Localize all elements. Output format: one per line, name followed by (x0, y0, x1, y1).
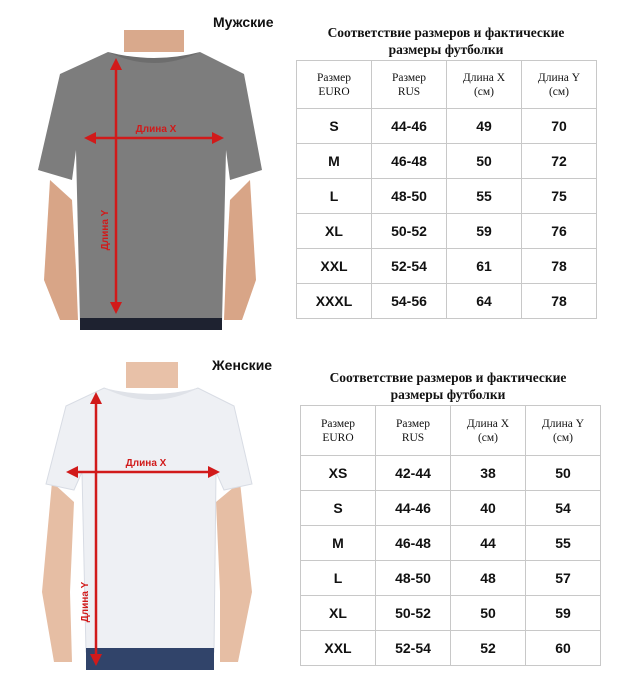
table-row (301, 491, 601, 526)
size-euro: XS (301, 456, 376, 491)
length-y: 72 (522, 144, 597, 179)
table-row (301, 561, 601, 596)
length-y: 55 (526, 526, 601, 561)
men-label-x: Длина X (135, 124, 177, 135)
women-size-table (300, 405, 601, 666)
table-row (297, 249, 597, 284)
table-row (297, 284, 597, 319)
size-rus: 52-54 (376, 631, 451, 666)
women-header-rus: Размер RUS (376, 406, 451, 456)
length-y: 50 (526, 456, 601, 491)
size-rus: 52-54 (372, 249, 447, 284)
size-rus: 48-50 (372, 179, 447, 214)
length-y: 57 (526, 561, 601, 596)
men-header-length-y: Длина Y (см) (522, 61, 597, 109)
size-euro: L (301, 561, 376, 596)
length-x: 61 (447, 249, 522, 284)
women-label-x: Длина X (125, 458, 167, 469)
women-title-line2: размеры футболки (390, 387, 506, 402)
size-rus: 42-44 (376, 456, 451, 491)
length-x: 40 (451, 491, 526, 526)
size-euro: XXXL (297, 284, 372, 319)
men-size-table (296, 60, 597, 319)
table-row (297, 214, 597, 249)
table-row (301, 596, 601, 631)
length-y: 54 (526, 491, 601, 526)
men-title-line2: размеры футболки (388, 42, 504, 57)
size-rus: 46-48 (376, 526, 451, 561)
women-section-label: Женские (212, 357, 273, 373)
table-row (301, 631, 601, 666)
men-header-rus: Размер RUS (372, 61, 447, 109)
men-header-euro: Размер EURO (297, 61, 372, 109)
size-rus: 44-46 (376, 491, 451, 526)
size-rus: 54-56 (372, 284, 447, 319)
women-tshirt-illustration (30, 362, 270, 670)
men-header-length-x: Длина X (см) (447, 61, 522, 109)
length-y: 76 (522, 214, 597, 249)
women-title-line1: Соответствие размеров и фактические (329, 370, 567, 385)
length-x: 50 (447, 144, 522, 179)
men-title-line1: Соответствие размеров и фактические (327, 25, 565, 40)
size-rus: 50-52 (372, 214, 447, 249)
size-rus: 46-48 (372, 144, 447, 179)
length-x: 55 (447, 179, 522, 214)
length-y: 60 (526, 631, 601, 666)
men-label-y: Длина Y (100, 209, 111, 251)
size-euro: XXL (301, 631, 376, 666)
length-x: 48 (451, 561, 526, 596)
women-table-title (298, 369, 598, 403)
length-x: 52 (451, 631, 526, 666)
women-tshirt-photo (30, 362, 270, 670)
length-y: 78 (522, 284, 597, 319)
length-x: 59 (447, 214, 522, 249)
length-x: 49 (447, 109, 522, 144)
length-x: 38 (451, 456, 526, 491)
length-y: 59 (526, 596, 601, 631)
men-tshirt-illustration (30, 30, 270, 330)
men-tshirt-photo (30, 30, 270, 330)
length-y: 75 (522, 179, 597, 214)
women-label-y: Длина Y (80, 581, 91, 623)
men-table-title (296, 24, 596, 58)
size-euro: XL (301, 596, 376, 631)
size-euro: S (301, 491, 376, 526)
size-rus: 50-52 (376, 596, 451, 631)
size-euro: S (297, 109, 372, 144)
length-x: 50 (451, 596, 526, 631)
table-row (297, 109, 597, 144)
length-y: 70 (522, 109, 597, 144)
length-x: 64 (447, 284, 522, 319)
size-euro: XXL (297, 249, 372, 284)
men-section-label: Мужские (213, 14, 274, 30)
size-euro: M (301, 526, 376, 561)
women-header-euro: Размер EURO (301, 406, 376, 456)
table-row (297, 179, 597, 214)
men-table-header-row (297, 61, 597, 109)
length-x: 44 (451, 526, 526, 561)
table-row (301, 526, 601, 561)
size-rus: 48-50 (376, 561, 451, 596)
size-euro: L (297, 179, 372, 214)
women-header-length-x: Длина X (см) (451, 406, 526, 456)
table-row (297, 144, 597, 179)
size-euro: XL (297, 214, 372, 249)
table-row (301, 456, 601, 491)
length-y: 78 (522, 249, 597, 284)
women-table-header-row (301, 406, 601, 456)
size-euro: M (297, 144, 372, 179)
size-rus: 44-46 (372, 109, 447, 144)
women-header-length-y: Длина Y (см) (526, 406, 601, 456)
